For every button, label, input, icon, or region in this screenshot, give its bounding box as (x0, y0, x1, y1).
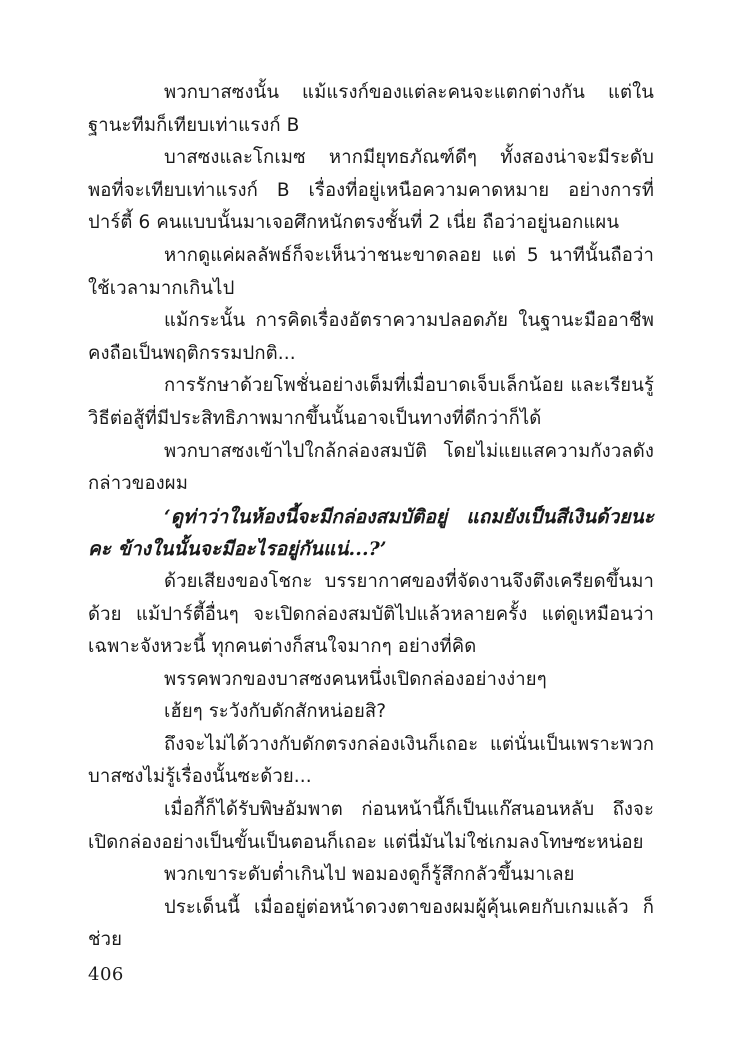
paragraph: แม้กระนั้น การคิดเรื่องอัตราความปลอดภัย ในฐานะมืออาชีพคงถือเป็นพฤติกรรมปกติ... (88, 310, 654, 364)
paragraph: พวกเขาระดับต่ำเกินไป พอมองดูก็รู้สึกกลัวขึ้นมาเลย (164, 864, 575, 886)
paragraph: เฮ้ยๆ ระวังกับดักสักหน่อยสิ? (164, 701, 387, 723)
dialogue-paragraph: ‘ดูท่าว่าในห้องนี้จะมีกล่องสมบัติอยู่ แถมยังเป็นสีเงินด้วยนะคะ ข้างในนั้นจะมีอะไรอยู่กันแน่...?’ (88, 505, 654, 561)
paragraph: พวกบาสซงเข้าไปใกล้กล่องสมบัติ โดยไม่แยแสความกังวลดังกล่าวของผม (88, 440, 654, 495)
paragraph: ประเด็นนี้ เมื่ออยู่ต่อหน้าดวงตาของผมผู้คุ้นเคยกับเกมแล้ว ก็ช่วย (88, 896, 654, 951)
paragraph: บาสซงและโกเมซ หากมียุทธภัณฑ์ดีๆ ทั้งสองน่าจะมีระดับพอที่จะเทียบเท่าแรงก์ B เรื่องที่อยู่เหนือความคาดหมาย อย่างการที่ปาร์ตี้ 6 คนแบบนั้นมาเจอศึกหนักตรงชั้นที่ 2 เนี่ย ถือว่าอยู่นอกแผน (88, 147, 654, 234)
paragraph: ถึงจะไม่ได้วางกับดักตรงกล่องเงินก็เถอะ แต่นั่นเป็นเพราะพวกบาสซงไม่รู้เรื่องนั้นซะด้วย... (88, 733, 654, 788)
paragraph: หากดูแค่ผลลัพธ์ก็จะเห็นว่าชนะขาดลอย แต่ 5 นาทีนั้นถือว่าใช้เวลามากเกินไป (88, 244, 654, 299)
paragraph: พรรคพวกของบาสซงคนหนึ่งเปิดกล่องอย่างง่ายๆ (164, 668, 547, 690)
paragraph: การรักษาด้วยโพชั่นอย่างเต็มที่เมื่อบาดเจ็บเล็กน้อย และเรียนรู้วิธีต่อสู้ที่มีประสิทธิภาพมากขึ้นนั้นอาจเป็นทางที่ดีกว่าก็ได้ (88, 375, 654, 429)
paragraph: เมื่อกี้ก็ได้รับพิษอัมพาต ก่อนหน้านี้ก็เป็นแก๊สนอนหลับ ถึงจะเปิดกล่องอย่างเป็นขั้นเป็นตอนก็เถอะ แต่นี่มันไม่ใช่เกมลงโทษซะหน่อย (88, 799, 654, 853)
paragraph: พวกบาสซงนั้น แม้แรงก์ของแต่ละคนจะแตกต่างกัน แต่ในฐานะทีมก็เทียบเท่าแรงก์ B (88, 82, 654, 136)
page-number: 406 (88, 964, 124, 985)
body-text (88, 77, 654, 957)
paragraph: ด้วยเสียงของโชกะ บรรยากาศของที่จัดงานจึงตึงเครียดขึ้นมาด้วย แม้ปาร์ตี้อื่นๆ จะเปิดกล่องสมบัติไปแล้วหลายครั้ง แต่ดูเหมือนว่าเฉพาะจังหวะนี้ ทุกคนต่างก็สนใจมากๆ อย่างที่คิด (88, 570, 654, 658)
